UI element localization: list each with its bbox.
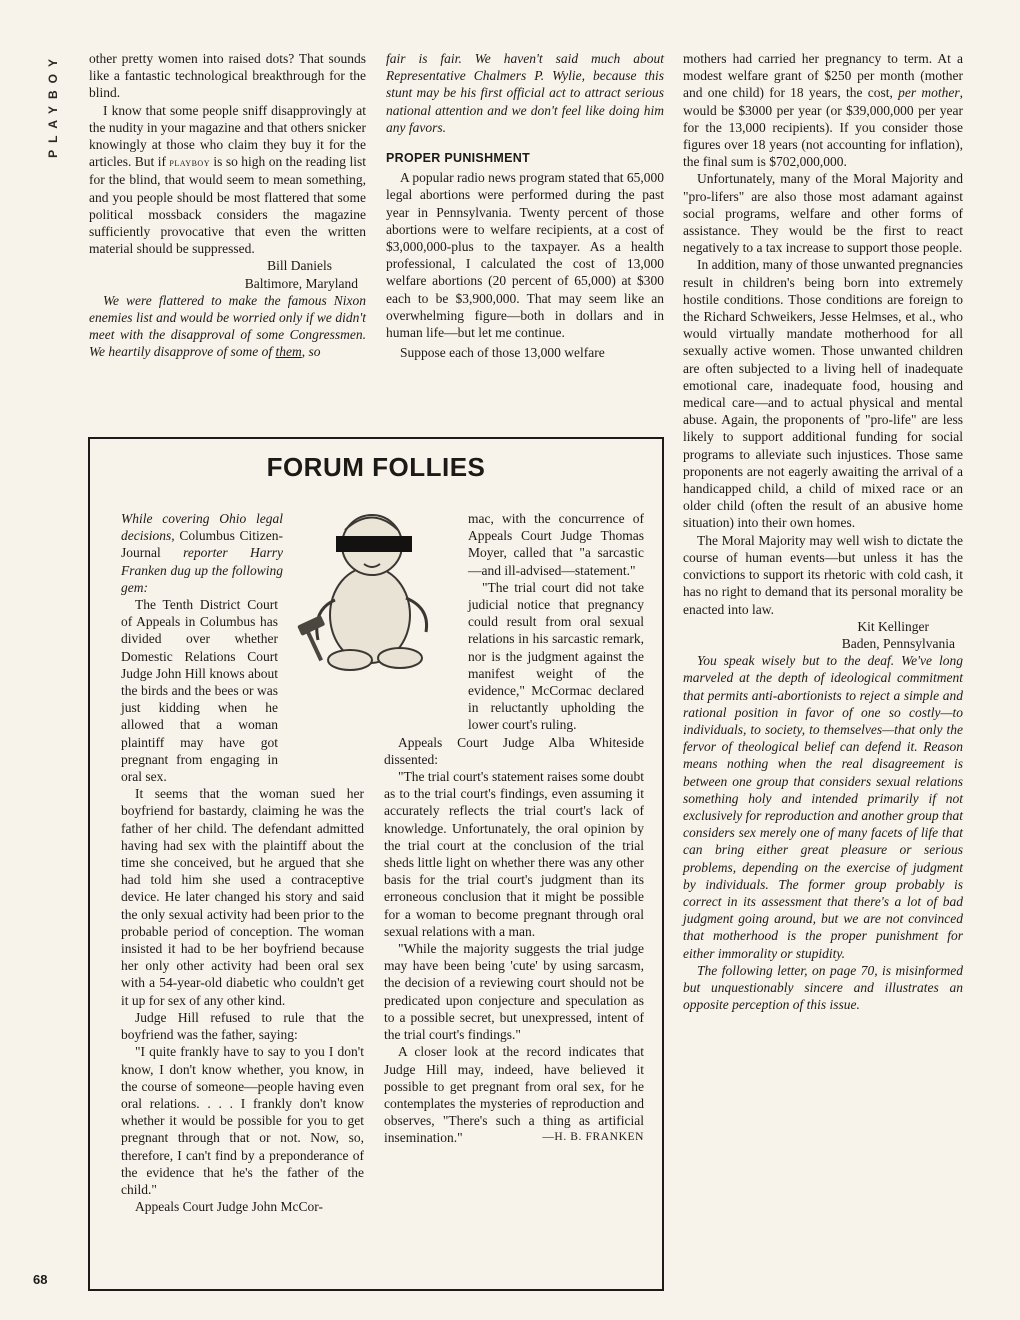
box-paragraph: "While the majority suggests the trial judge may have been being 'cute' by using sarcasm, the decision of a reviewing court should not be predicated upon conjecture and speculation as to a possible secret, but unexpressed, intent of the trial court's findings.": [384, 941, 644, 1043]
magazine-brand: PLAYBOY: [46, 52, 60, 158]
column-2: [386, 50, 664, 361]
column-3: [683, 50, 963, 1013]
box-paragraph: "I quite frankly have to say to you I don't know, I don't know whether, you know, in the course of someone—people having even oral relations. . . . I frankly don't know whether it would be possible for you to get pregnant through that or not. Now, so, therefore, I can't find by a preponderance of the evidence that he's the father of the child.": [121, 1044, 364, 1197]
box-paragraph: It seems that the woman sued her boyfriend for bastardy, claiming he was the father of her child. The defendant admitted having had sex with the plaintiff about the time she conceived, but he argued that she had told him she used a contraceptive device. He later changed his story and said the only sexual activity had been prior to the probable period of conception. The woman insisted it had to be her boyfriend because her only other activity had been oral sex with a 54-year-old diabetic who couldn't get it up for sex of any other kind.: [121, 786, 364, 1008]
page-number: 68: [33, 1272, 48, 1287]
letter-paragraph: The Moral Majority may well wish to dictate the course of human events—but unless it has the convictions to support its rhetoric with cold cash, it has no right to demand that its personal morality be enacted into law.: [683, 532, 963, 617]
letter-paragraph: Unfortunately, many of the Moral Majority and "pro-lifers" are also those most adamant against social programs, welfare and other forms of assistance. They would be the first to react negatively to a tax increase to support those people.: [683, 171, 963, 256]
letter-signature-place: Baden, Pennsylvania: [841, 635, 955, 651]
column-1: [89, 50, 366, 361]
letter-paragraph: other pretty women into raised dots? That sounds like a fantastic technological breakthrough for the blind.: [89, 51, 366, 101]
box-paragraph: Judge Hill refused to rule that the boyfriend was the father, saying:: [121, 1009, 364, 1043]
letter-signature-place: Baltimore, Maryland: [244, 275, 358, 291]
box-column-right: [384, 510, 644, 1147]
box-paragraph: Appeals Court Judge John McCor-: [135, 1199, 323, 1215]
box-paragraph: The Tenth District Court of Appeals in Columbus has divided over whether Domestic Relations Court Judge John Hill knows about the birds and the bees or was just kidding when he allowed that a woman plaintiff may have got pregnant from engaging in oral sex.: [121, 597, 278, 785]
letter-paragraph: In addition, many of those unwanted pregnancies result in children's being born into extremely hostile conditions. Those conditions are foreign to the Richard Schweikers, Jesse Helmses, et al., who would virtually mandate motherhood for all sexually active women. Those unwanted children are often subjected to a living hell of inadequate emotional care, inadequate food, housing and medical care—and to actual physical and mental abuse. Again, the proponents of "pro-life" are less likely to support additional funding for social programs to alleviate such injustices. Those same proponents are not eagerly awaiting the arrival of a handicapped child, a child of mixed race or an older child (often the result of an abusive home situation) into their own homes.: [683, 257, 963, 531]
letter-paragraph: mothers had carried her pregnancy to term. At a modest welfare grant of $250 per month (mother and one child) for 18 years, the cost, per mother, would be $3000 per year (or $39,000,000 per year for the 13,000 recipients). If you consider those figures over 18 years (not accounting for inflation), the final sum is $702,000,000.: [683, 51, 963, 170]
letter-paragraph: A popular radio news program stated that 65,000 legal abortions were performed during the past year in Pennsylvania. Twenty percent of those abortions were to welfare recipients, at a cost of $3,000,000-plus to the taxpayer. As a health professional, I calculated the cost of 13,000 welfare abortions (20 percent of 65,000) at $300 each to be $3,900,000. That may seem like an overwhelming figure—both in dollars and in human life—but let me continue.: [386, 170, 664, 341]
letter-heading: PROPER PUNISHMENT: [386, 151, 531, 166]
box-title: FORUM FOLLIES: [266, 452, 486, 482]
box-paragraph: "The trial court's statement raises some doubt as to the trial court's findings, even assuming it accurately reflects the trial court's lack of knowledge. Unfortunately, the oral opinion by the trial court at the conclusion of the trial sheds little light on whether there was any other basis for the trial court's judgment than its erroneous conclusion that it might be possible for a woman to become pregnant through oral sexual relations with a man.: [384, 769, 644, 939]
letter-paragraph: Suppose each of those 13,000 welfare: [400, 345, 605, 361]
letter-signature-name: Bill Daniels: [267, 258, 332, 274]
editor-reply-continued: fair is fair. We haven't said much about Representative Chalmers P. Wylie, because this stunt may be his first official act to attract serious national attention and we don't feel like doing him any favors.: [386, 51, 664, 135]
editor-reply: We were flattered to make the famous Nixon enemies list and would be worried only if we didn't meet with the disapproval of some Congressmen. We heartily disapprove of some of them, so: [89, 292, 366, 360]
box-paragraph: "The trial court did not take judicial notice that pregnancy could result from oral sexual relations in his sarcastic remark, nor is the judgment against the manifest weight of the evidence," McCormac declared in reluctantly upholding the lower court's ruling.: [468, 579, 644, 733]
box-column-left: [121, 510, 364, 1215]
box-paragraph: Appeals Court Judge Alba Whiteside dissented:: [384, 734, 644, 767]
letter-signature-name: Kit Kellinger: [857, 618, 929, 634]
editor-reply: You speak wisely but to the deaf. We've long marveled at the depth of ideological commitment that permits anti-abortionists to reject a simple and rational position in favor of one so costly—to individuals, to society, to themselves—that only the fervor of theological belief can defend it. Reason means nothing when the real disagreement is between one group that considers sexual relations something holy and intended primarily if not exclusively for reproduction and another group that considers sex merely one of many facets of life that can bring either great pleasure or serious problems, depending on the exercise of judgment by individuals. The former group probably is correct in its assessment that there's a lot of bad judgment going around, but we are not convinced that motherhood is the proper punishment for either immorality or stupidity.: [683, 653, 963, 961]
box-intro: While covering Ohio legal decisions, Columbus Citizen-Journal reporter Harry Franken dug up the following gem:: [121, 511, 283, 595]
letter-paragraph: I know that some people sniff disapprovingly at the nudity in your magazine and that others snicker knowingly at those who claim they buy it for the articles. But if playboy is so high on the reading list for the blind, that would seem to mean something, and you people should be most flattered that some political mossback considers the magazine sufficiently provocative that even the written material should be suppressed.: [89, 102, 366, 257]
box-paragraph: mac, with the concurrence of Appeals Court Judge Thomas Moyer, called that "a sarcastic—and ill-advised—statement.": [468, 511, 644, 578]
byline-credit: —H. B. FRANKEN: [542, 1131, 644, 1144]
editor-reply: The following letter, on page 70, is misinformed but unquestionably sincere and illustrates an opposite perception of this issue.: [683, 962, 963, 1013]
box-paragraph: A closer look at the record indicates that Judge Hill may, indeed, have believed it possible to get pregnant from oral sex, for he contemplates the mysteries of reproduction and observes, "There's such a thing as artificial insemination." —H. B. FRANKEN: [384, 1044, 644, 1146]
